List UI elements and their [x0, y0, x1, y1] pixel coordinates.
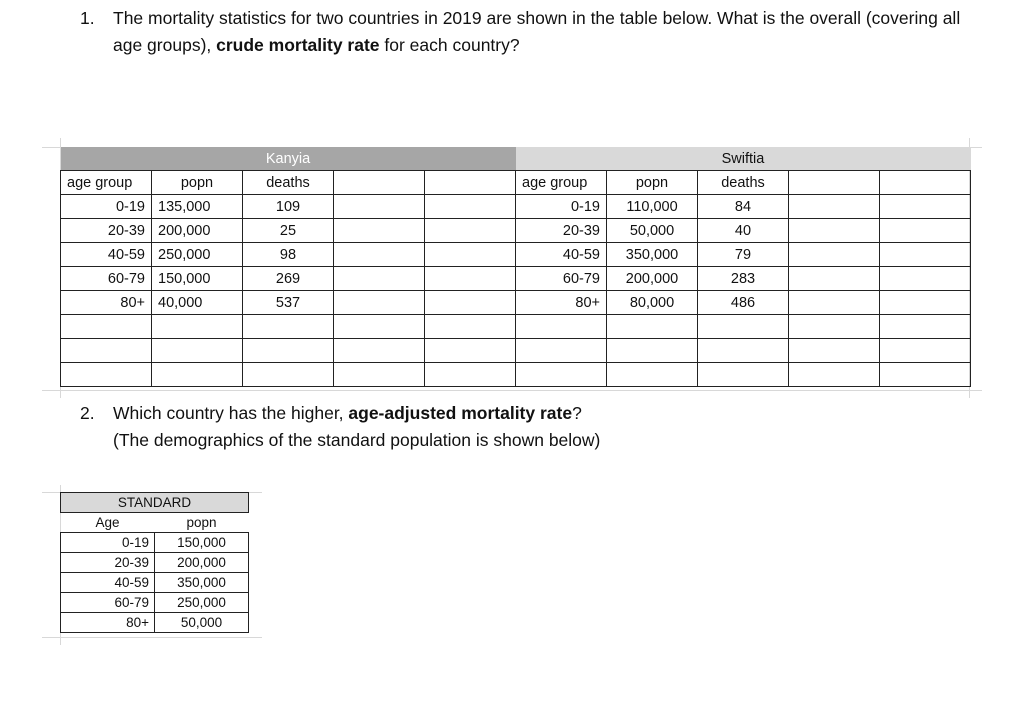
kanyia-popn: 250,000 [152, 243, 243, 267]
standard-title: STANDARD [61, 493, 249, 513]
swiftia-deaths: 283 [698, 267, 789, 291]
kanyia-popn: 150,000 [152, 267, 243, 291]
table-row [61, 267, 971, 291]
standard-age: 40-59 [61, 573, 155, 593]
empty-row [61, 339, 971, 363]
swiftia-age: 0-19 [516, 195, 607, 219]
question-1 [80, 5, 980, 59]
standard-header-age: Age [95, 515, 120, 530]
kanyia-age: 60-79 [61, 267, 152, 291]
standard-header-popn: popn [186, 515, 217, 530]
kanyia-header-age: age group [61, 171, 152, 195]
kanyia-deaths: 25 [243, 219, 334, 243]
standard-popn: 150,000 [155, 533, 249, 553]
table-row [61, 533, 249, 553]
swiftia-deaths: 40 [698, 219, 789, 243]
swiftia-header-deaths: deaths [698, 171, 789, 195]
kanyia-age: 40-59 [61, 243, 152, 267]
kanyia-deaths: 537 [243, 291, 334, 315]
standard-age: 0-19 [61, 533, 155, 553]
swiftia-age: 40-59 [516, 243, 607, 267]
table-row [61, 243, 971, 267]
country-header-row [61, 147, 971, 171]
standard-popn: 200,000 [155, 553, 249, 573]
kanyia-popn: 135,000 [152, 195, 243, 219]
kanyia-age: 0-19 [61, 195, 152, 219]
swiftia-age: 80+ [516, 291, 607, 315]
kanyia-deaths: 98 [243, 243, 334, 267]
question-1-text: The mortality statistics for two countries in 2019 are shown in the table below. What is the overall (covering all age groups), crude mortality rate for each country? [113, 8, 961, 55]
kanyia-popn: 200,000 [152, 219, 243, 243]
empty-row [61, 363, 971, 387]
swiftia-popn: 200,000 [607, 267, 698, 291]
standard-age: 60-79 [61, 593, 155, 613]
standard-age: 20-39 [61, 553, 155, 573]
swiftia-age: 20-39 [516, 219, 607, 243]
swiftia-deaths: 84 [698, 195, 789, 219]
swiftia-title: Swiftia [698, 147, 789, 171]
table-row [61, 613, 249, 633]
standard-popn: 50,000 [155, 613, 249, 633]
kanyia-age: 80+ [61, 291, 152, 315]
kanyia-header-popn: popn [152, 171, 243, 195]
swiftia-header-age: age group [516, 171, 607, 195]
swiftia-age: 60-79 [516, 267, 607, 291]
swiftia-deaths: 79 [698, 243, 789, 267]
mortality-table [60, 147, 971, 387]
swiftia-popn: 50,000 [607, 219, 698, 243]
swiftia-popn: 350,000 [607, 243, 698, 267]
question-2-number: 2. [80, 403, 95, 423]
table-row [61, 573, 249, 593]
standard-age: 80+ [61, 613, 155, 633]
kanyia-deaths: 109 [243, 195, 334, 219]
table-row [61, 195, 971, 219]
kanyia-age: 20-39 [61, 219, 152, 243]
empty-row [61, 315, 971, 339]
standard-popn: 350,000 [155, 573, 249, 593]
table-row [61, 219, 971, 243]
question-2 [80, 400, 980, 454]
swiftia-popn: 80,000 [607, 291, 698, 315]
swiftia-popn: 110,000 [607, 195, 698, 219]
column-header-row [61, 171, 971, 195]
table-row [61, 593, 249, 613]
kanyia-title: Kanyia [243, 147, 334, 171]
kanyia-popn: 40,000 [152, 291, 243, 315]
question-2-text: Which country has the higher, age-adjusted mortality rate? [113, 403, 582, 423]
kanyia-header-deaths: deaths [243, 171, 334, 195]
standard-header-row [61, 513, 249, 533]
question-1-number: 1. [80, 8, 95, 28]
kanyia-deaths: 269 [243, 267, 334, 291]
swiftia-deaths: 486 [698, 291, 789, 315]
swiftia-header-popn: popn [607, 171, 698, 195]
table-row [61, 553, 249, 573]
standard-popn: 250,000 [155, 593, 249, 613]
standard-title-row [61, 493, 249, 513]
question-2-subtext: (The demographics of the standard population is shown below) [113, 430, 601, 450]
table-row [61, 291, 971, 315]
standard-population-table [60, 492, 249, 633]
